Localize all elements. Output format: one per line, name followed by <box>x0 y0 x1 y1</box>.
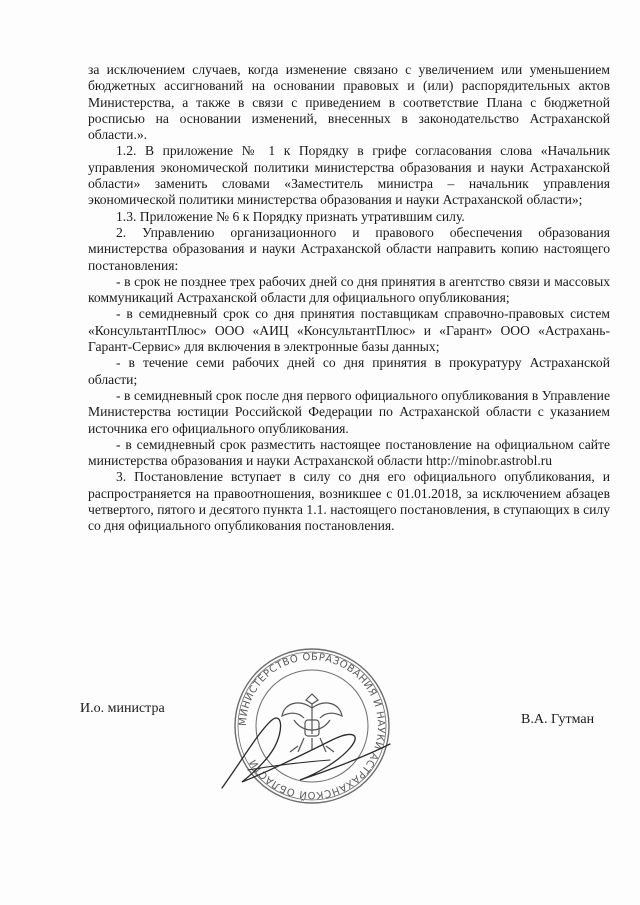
paragraph-1-3: 1.3. Приложение № 6 к Порядку признать утратившим силу. <box>116 208 465 224</box>
signatory-name: В.А. Гутман <box>521 712 595 727</box>
svg-text:МИНИСТЕРСТВО ОБРАЗОВАНИЯ И НАУ: МИНИСТЕРСТВО ОБРАЗОВАНИЯ И НАУКИ АСТРАХАНСКОЙ ОБЛАСТИ <box>237 651 387 801</box>
list-item-agency: - в срок не позднее трех рабочих дней со дня принятия в агентство связи и массовых коммуникаций Астраханской области для официального опубликования; <box>88 273 610 306</box>
list-item-legal-systems: - в семидневный срок со дня принятия поставщикам справочно-правовых систем «КонсультантПлюс» ООО «АИЦ «КонсультантПлюс» и «Гарант» ООО «Астрахань-Гарант-Сервис» для включения в электронные базы данных; <box>88 306 610 355</box>
paragraph-2: 2. Управлению организационного и правового обеспечения образования министерства образования и науки Астраханской области направить копию настоящего постановления: <box>88 224 610 273</box>
list-item-prosecutor: - в течение семи рабочих дней со дня принятия в прокуратуру Астраханской области; <box>88 355 610 387</box>
paragraph-continuation: за исключением случаев, когда изменение связано с увеличением или уменьшением бюджетных ассигнований на основании правовых и (или) распорядительных актов Министерства, а также в связи с приведением в соответствие Плана с бюджетной росписью на основании изменений, внесенных в законодательство Астраханской области.». <box>88 62 610 143</box>
signatory-position: И.о. министра <box>80 701 165 716</box>
list-item-website: - в семидневный срок разместить настоящее постановление на официальном сайте министерства образования и науки Астраханской области http://minobr.astrobl.ru <box>88 436 610 469</box>
handwritten-signature <box>212 700 402 800</box>
list-item-ministry-justice: - в семидневный срок после дня первого официального опубликования в Управление Министерства юстиции Российской Федерации по Астраханской области с указанием источника его официального опубликования. <box>88 387 610 436</box>
paragraph-1-2: 1.2. В приложение № 1 к Порядку в грифе согласования слова «Начальник управления экономической политики министерства образования и науки Астраханской области» заменить словами «Заместитель министра – начальник управления экономической политики министерства образования и науки Астраханской области»; <box>88 143 610 208</box>
paragraph-3: 3. Постановление вступает в силу со дня его официального опубликования, и распространяется на правоотношения, возникшее с 01.01.2018, за исключением абзацев четвертого, пятого и десятого пункта 1.1. настоящего постановления, в ступающих в силу со дня официального опубликования постановления. <box>88 469 610 534</box>
document-body <box>88 62 610 535</box>
